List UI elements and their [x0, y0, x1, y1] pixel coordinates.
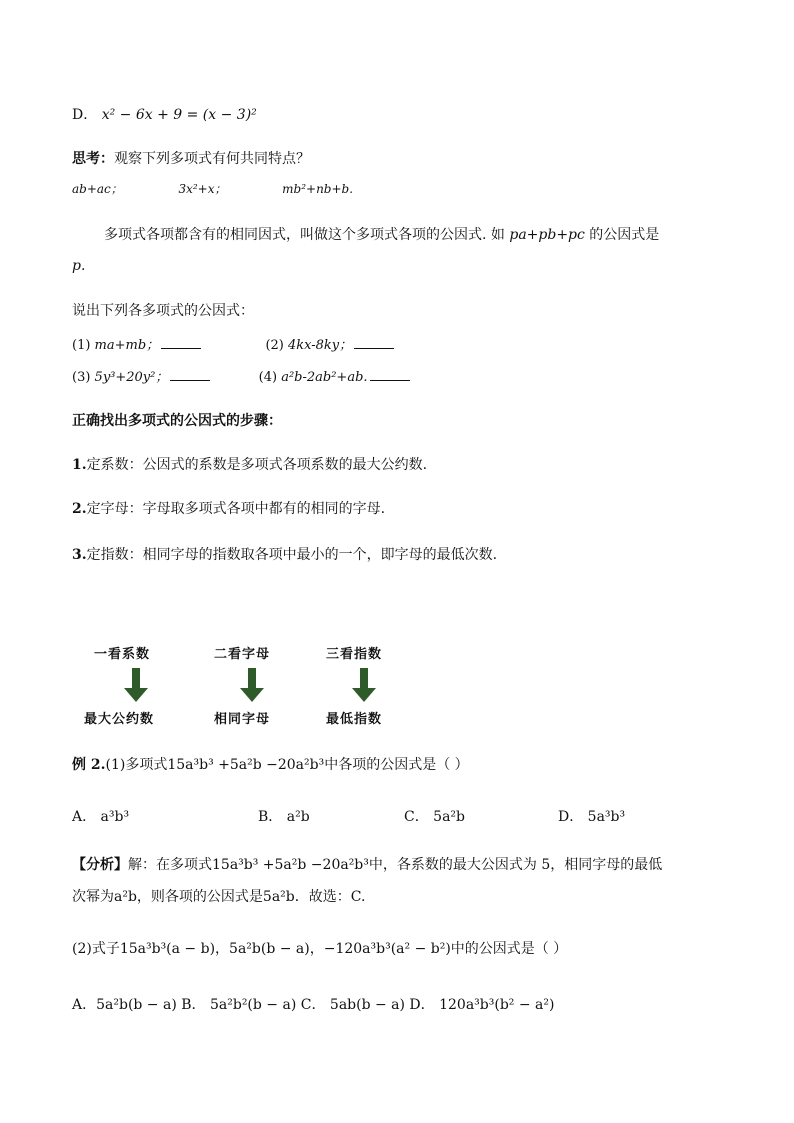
step-text: 定字母：字母取多项式各项中都有的相同的字母. — [86, 501, 386, 517]
option-label: D． — [72, 107, 98, 123]
analysis-text: 解：在多项式15a³b³ +5a²b −20a²b³中，各系数的最大公因式为 5，相同字母的最低 — [128, 857, 663, 873]
definition-text: 多项式各项都含有的相同因式，叫做这个多项式各项的公因式. 如 — [104, 227, 510, 243]
answer-blank[interactable] — [170, 368, 210, 381]
steps-title: 正确找出多项式的公因式的步骤： — [72, 413, 282, 429]
exercise-label: (4) — [258, 370, 282, 385]
exercise-expr: ma+mb； — [94, 338, 160, 353]
option-d[interactable]: D． 5a³b³ — [558, 809, 626, 825]
analysis-line-1 — [72, 854, 662, 874]
step-text: 定指数：相同字母的指数取各项中最小的一个，即字母的最低次数. — [86, 547, 498, 563]
exercise-expr: a²b-2ab²+ab. — [281, 370, 368, 385]
diagram-top-label: 二看字母 — [214, 647, 271, 662]
exercise-label: (3) — [72, 370, 95, 385]
exercise-label: (2) — [265, 338, 288, 353]
option-d-prev — [72, 104, 257, 124]
examples-row — [72, 180, 353, 197]
step-1 — [72, 454, 427, 474]
q2-options[interactable]: A．5a²b(b − a) B． 5a²b²(b − a) C． 5ab(b − a) D． 120a³b³(b² − a²) — [72, 997, 555, 1013]
down-arrow-icon — [357, 668, 371, 702]
definition-answer: p. — [72, 258, 86, 274]
option-b[interactable]: B． a²b — [258, 809, 310, 825]
exercise-expr: 5y³+20y²； — [94, 370, 169, 385]
definition-line — [104, 224, 659, 244]
exercise-expr: 4kx-8ky； — [288, 338, 353, 353]
example-item: mb²+nb+b. — [282, 182, 354, 196]
example-label: 例 2. — [72, 757, 106, 773]
diagram-bottom-label: 相同字母 — [214, 712, 271, 727]
diagram-bottom-label: 最大公约数 — [84, 712, 155, 727]
step-3 — [72, 544, 497, 564]
example2-q1 — [72, 754, 469, 774]
step-2 — [72, 498, 385, 518]
answer-blank[interactable] — [161, 336, 201, 349]
say-line: 说出下列各多项式的公因式： — [72, 303, 254, 319]
down-arrow-icon — [129, 668, 143, 702]
option-a[interactable]: A． a³b³ — [72, 809, 130, 825]
exercise-row-1 — [72, 334, 394, 353]
example-item: 3x²+x； — [178, 182, 227, 196]
think-title: 思考： — [72, 151, 114, 167]
down-arrow-icon — [245, 668, 259, 702]
question-text: (1)多项式15a³b³ +5a²b −20a²b³中各项的公因式是（ ） — [105, 757, 469, 773]
step-num: 2. — [72, 501, 87, 517]
step-num: 3. — [72, 547, 87, 563]
think-text: 观察下列多项式有何共同特点？ — [114, 151, 310, 167]
analysis-line-2: 次幂为a²b，则各项的公因式是5a²b．故选：C. — [72, 889, 366, 905]
definition-text2: 的公因式是 — [584, 227, 660, 243]
option-expr: x² − 6x + 9 = (x − 3)² — [101, 107, 257, 123]
example-item: ab+ac； — [72, 182, 123, 196]
answer-blank[interactable] — [370, 368, 410, 381]
step-text: 定系数：公因式的系数是多项式各项系数的最大公约数. — [86, 457, 428, 473]
definition-expr: pa+pb+pc — [509, 227, 585, 243]
answer-blank[interactable] — [354, 336, 394, 349]
example2-q2: (2)式子15a³b³(a − b)，5a²b(b − a)，−120a³b³(a² − b²)中的公因式是（ ） — [72, 941, 568, 957]
step-num: 1. — [72, 457, 87, 473]
diagram-bottom-label: 最低指数 — [326, 712, 383, 727]
exercise-row-2 — [72, 366, 410, 385]
analysis-label: 【分析】 — [72, 857, 128, 873]
exercise-label: (1) — [72, 338, 95, 353]
diagram-top-label: 三看指数 — [326, 647, 383, 662]
diagram-top-label: 一看系数 — [94, 647, 151, 662]
think-line — [72, 148, 310, 168]
option-c[interactable]: C． 5a²b — [404, 809, 465, 825]
